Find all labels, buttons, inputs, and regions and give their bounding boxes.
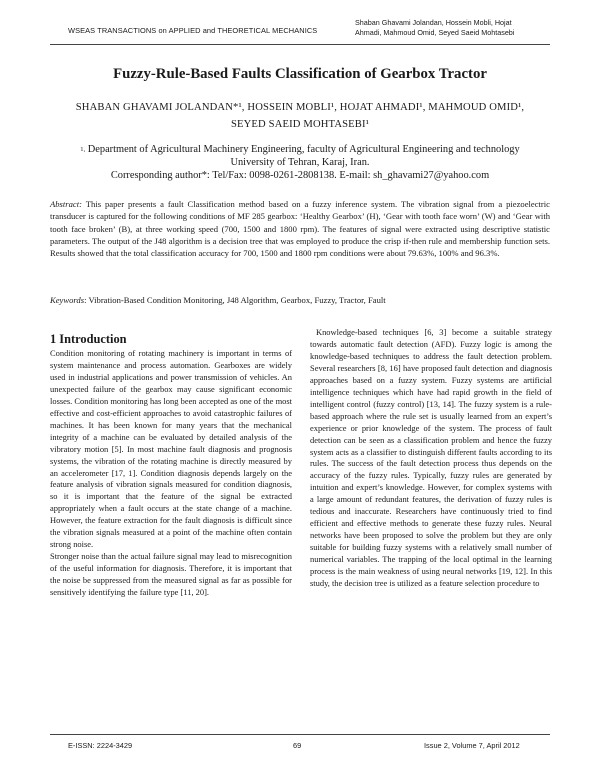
paragraph: Condition monitoring of rotating machinery is important in terms of system maintenance and process automation. Gearboxes are widely used in industrial applications and power transmission of vehicles. An unexpected failure of the gearbox may cause significant economic losses. Condition monitoring has long been accepted as one of the most effective and cost-efficient approaches to avoid catastrophic failures of machines. It has been known for many years that the mechanical integrity of a machine can be evaluated by detailed analysis of the vibratory motion [5]. In most machine fault diagnosis and prognosis systems, the vibration of the rotating machine is directly measured by an accelerometer [17, 1]. Condition diagnosis depends largely on the feature analysis of vibration signals measured for condition diagnosis, so it is important that the feature of the signal be extracted appropriately when a fault occurs at the state change of a machine. However, the feature extraction for the fault diagnosis is difficult since the vibration signals measured at a point of the machine often contain strong noise. — [50, 348, 292, 550]
footer-issue: Issue 2, Volume 7, April 2012 — [424, 741, 520, 750]
abstract — [50, 198, 550, 259]
abstract-text: This paper presents a fault Classification method based on a fuzzy inference system. The vibration signal from a piezoelectric transducer is captured for the following conditions of MF 285 gearbox: ‘Healthy Gearbox’ (H), ‘Gear with tooth face worn’ (W) and ‘Gear with tooth face broken’ (B), at three working speed (700, 1500 and 1800 rpm). The features of signal were extracted using descriptive statistic parameters. The output of the J48 algorithm is a decision tree that was employed to produce the crisp if-then rule and membership function sets. Results showed that the total classification accuracy for 700, 1500 and 1800 rpm conditions were about 79.63%, 100% and 96.3%. — [50, 199, 550, 259]
abstract-label: Abstract: — [50, 199, 82, 209]
section-heading: 1 Introduction — [50, 332, 127, 346]
corresponding-author: Corresponding author*: Tel/Fax: 0098-0261-2808138. E-mail: sh_ghavami27@yahoo.com — [110, 170, 490, 181]
right-column — [310, 327, 552, 590]
paragraph: Stronger noise than the actual failure signal may lead to misrecognition of the useful information for diagnosis. Therefore, it is important that the noise be suppressed from the measured signal as far as possible for sensitively identifying the failure type [11, 20]. — [50, 551, 292, 598]
author-list — [50, 100, 550, 133]
affiliation-line1: Department of Agricultural Machinery Engineering, faculty of Agricultural Engineering and technology — [85, 144, 520, 155]
keywords-text: : Vibration-Based Condition Monitoring, J48 Algorithm, Gearbox, Fuzzy, Tractor, Fault — [84, 295, 386, 305]
authors-line1: SHABAN GHAVAMI JOLANDAN*¹, HOSSEIN MOBLI¹, HOJAT AHMADI¹, MAHMOUD OMID¹, — [75, 102, 525, 113]
footer-divider — [50, 734, 550, 735]
paragraph: Knowledge-based techniques [6, 3] become a suitable strategy towards automatic fault detection (AFD). Fuzzy logic is among the knowledge-based techniques to address the fault detection problem. Several researchers [8, 16] have proposed fault detection and diagnosis approaches based on a fuzzy system. Fuzzy systems are artificial intelligence techniques which have had rapid growth in the field of intelligent control (fuzzy control) [13, 14]. The fuzzy system is a rule-based approach where the rule set is usually learned from an expert’s experience or prior knowledge of the system. The process of fault detection can be seen as a classification problem and hence the fuzzy system acts as a classifier to distinguish different faults according to its rules. The success of the fault detection process thus depends on the accuracy of the fuzzy rules. Typically, fuzzy rules are generated by intuition and expert’s knowledge. However, for complex systems with a large amount of redundant features, the derivation of fuzzy rules is tedious and inaccurate. Researchers have continuously tried to find efficient and effective methods to generate these fuzzy rules. Neural networks have been proposed to solve the problem but they are only suitable for building fuzzy systems with a relatively small number of numerical variables. The trapping of the local optimal in the learning process is the main weakness of using neural networks [19, 12]. In this study, the decision tree is utilized as a feature selection procedure to — [310, 327, 552, 589]
keywords — [50, 294, 550, 306]
header-divider — [50, 44, 550, 45]
authors-line2: SEYED SAEID MOHTASEBI¹ — [230, 118, 370, 130]
left-column — [50, 331, 292, 599]
paper-title: Fuzzy-Rule-Based Faults Classification of Gearbox Tractor — [113, 66, 487, 82]
footer-issn: E-ISSN: 2224-3429 — [68, 741, 133, 750]
running-authors — [355, 18, 555, 37]
keywords-label: Keywords — [50, 295, 85, 305]
page-number: 69 — [293, 741, 302, 750]
affiliation-superscript: 1, — [80, 146, 86, 153]
affiliation-line2: University of Tehran, Karaj, Iran. — [230, 157, 370, 168]
affiliation — [50, 143, 550, 182]
running-authors-line1: Shaban Ghavami Jolandan, Hossein Mobli, Hojat — [355, 18, 512, 27]
running-authors-line2: Ahmadi, Mahmoud Omid, Seyed Saeid Mohtasebi — [355, 27, 515, 37]
journal-header: WSEAS TRANSACTIONS on APPLIED and THEORETICAL MECHANICS — [68, 26, 318, 35]
